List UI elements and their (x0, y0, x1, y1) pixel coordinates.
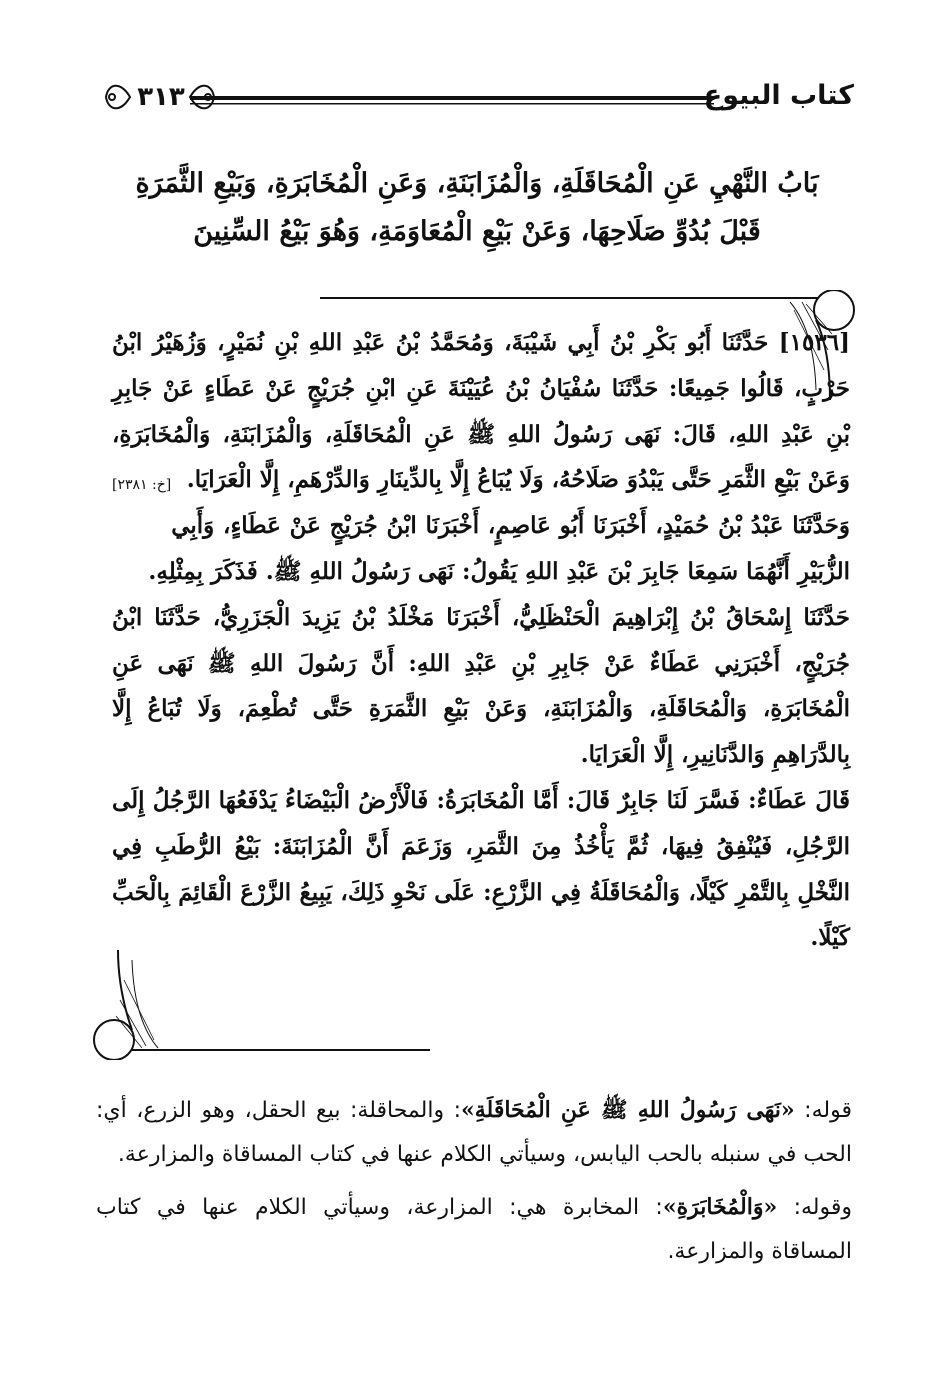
commentary-prefix-1: قوله: (794, 1098, 852, 1123)
commentary-text-1: : والمحاقلة: بيع الحقل، وهو الزرع، أي: الحب في سنبله بالحب اليابس، وسيأتي الكلام عنها في كتاب المساقاة والمزارعة. (96, 1098, 852, 1167)
chapter-title (100, 160, 854, 256)
commentary-text-2: : المخابرة هي: المزارعة، وسيأتي الكلام عنها في كتاب المساقاة والمزارعة. (96, 1195, 852, 1264)
hadith-paragraph-4: قَالَ عَطَاءٌ: فَسَّرَ لَنَا جَابِرٌ قَالَ: أَمَّا الْمُخَابَرَةُ: فَالْأَرْضُ الْبَيْضَاءُ يَدْفَعُهَا الرَّجُلُ إِلَى الرَّجُلِ، فَيُنْفِقُ فِيهَا، ثُمَّ يَأْخُذُ مِنَ الثَّمَرِ، وَزَعَمَ أَنَّ الْمُزَابَنَةَ: بَيْعُ الرُّطَبِ فِي النَّخْلِ بِالتَّمْرِ كَيْلًا، وَالْمُحَاقَلَةُ فِي الزَّرْعِ: عَلَى نَحْوِ ذَلِكَ، يَبِيعُ الزَّرْعَ الْقَائِمَ بِالْحَبِّ كَيْلًا. (112, 786, 850, 952)
chapter-title-line-1: بَابُ النَّهْيِ عَنِ الْمُحَاقَلَةِ، وَالْمُزَابَنَةِ، وَعَنِ الْمُخَابَرَةِ، وَبَيْعِ الثَّمَرَةِ (135, 168, 819, 199)
hadith-paragraph-2: وَحَدَّثَنَا عَبْدُ بْنُ حُمَيْدٍ، أَخْبَرَنَا أَبُو عَاصِمٍ، أَخْبَرَنَا ابْنُ جُرَيْجٍ عَنْ عَطَاءٍ، وَأَبِي الزُّبَيْرِ أَنَّهُمَا سَمِعَا جَابِرَ بْنَ عَبْدِ اللهِ يَقُولُ: نَهَى رَسُولُ اللهِ ﷺ. فَذَكَرَ بِمِثْلِهِ. (148, 512, 850, 585)
chapter-title-line-2: قَبْلَ بُدُوِّ صَلَاحِهَا، وَعَنْ بَيْعِ الْمُعَاوَمَةِ، وَهُوَ بَيْعُ السِّنِينَ (193, 216, 761, 247)
commentary-paragraph-2 (96, 1185, 852, 1274)
hadith-paragraph-3: حَدَّثَنَا إِسْحَاقُ بْنُ إِبْرَاهِيمَ الْحَنْظَلِيُّ، أَخْبَرَنَا مَخْلَدُ بْنُ يَزِيدَ الْجَزَرِيُّ، حَدَّثَنَا ابْنُ جُرَيْجٍ، أَخْبَرَنِي عَطَاءٌ عَنْ جَابِرِ بْنِ عَبْدِ اللهِ: أَنَّ رَسُولَ اللهِ ﷺ نَهَى عَنِ الْمُخَابَرَةِ، وَالْمُحَاقَلَةِ، وَالْمُزَابَنَةِ، وَعَنْ بَيْعِ الثَّمَرَةِ حَتَّى تُطْعِمَ، وَلَا تُبَاعُ إِلَّا بِالدَّرَاهِمِ وَالدَّنَانِيرِ، إِلَّا الْعَرَايَا. (112, 603, 850, 769)
hadith-number: [١٥٣٦] (778, 329, 850, 356)
hadith-text-1: حَدَّثَنَا أَبُو بَكْرِ بْنُ أَبِي شَيْبَةَ، وَمُحَمَّدُ بْنُ عَبْدِ اللهِ بْنِ نُمَيْرٍ، وَزُهَيْرُ ابْنُ حَرْبٍ، قَالُوا جَمِيعًا: حَدَّثَنَا سُفْيَانُ بْنُ عُيَيْنَةَ عَنِ ابْنِ جُرَيْجٍ عَنْ عَطَاءٍ عَنْ جَابِرِ بْنِ عَبْدِ اللهِ، قَالَ: نَهَى رَسُولُ اللهِ ﷺ عَنِ الْمُحَاقَلَةِ، وَالْمُزَابَنَةِ، وَالْمُخَابَرَةِ، وَعَنْ بَيْعِ الثَّمَرِ حَتَّى يَبْدُوَ صَلَاحُهُ، وَلَا يُبَاعُ إِلَّا بِالدِّينَارِ وَالدِّرْهَمِ، إِلَّا الْعَرَايَا. (112, 329, 850, 494)
commentary-paragraph-1 (96, 1088, 852, 1177)
page-number: ٣١٣ (137, 82, 185, 112)
hadith-body (112, 320, 850, 961)
book-title: كتاب البيوع (703, 80, 854, 111)
commentary-quote-1: «نَهَى رَسُولُ اللهِ ﷺ عَنِ الْمُحَاقَلَةِ» (460, 1097, 795, 1123)
header-rule (190, 94, 714, 108)
hadith-reference: [خ: ٢٣٨١] (112, 477, 172, 494)
commentary-prefix-2: وقوله: (777, 1195, 852, 1220)
commentary (96, 1088, 852, 1282)
commentary-quote-2: «وَالْمُخَابَرَةِ» (662, 1194, 778, 1220)
hadith-paragraph-1 (112, 320, 850, 503)
